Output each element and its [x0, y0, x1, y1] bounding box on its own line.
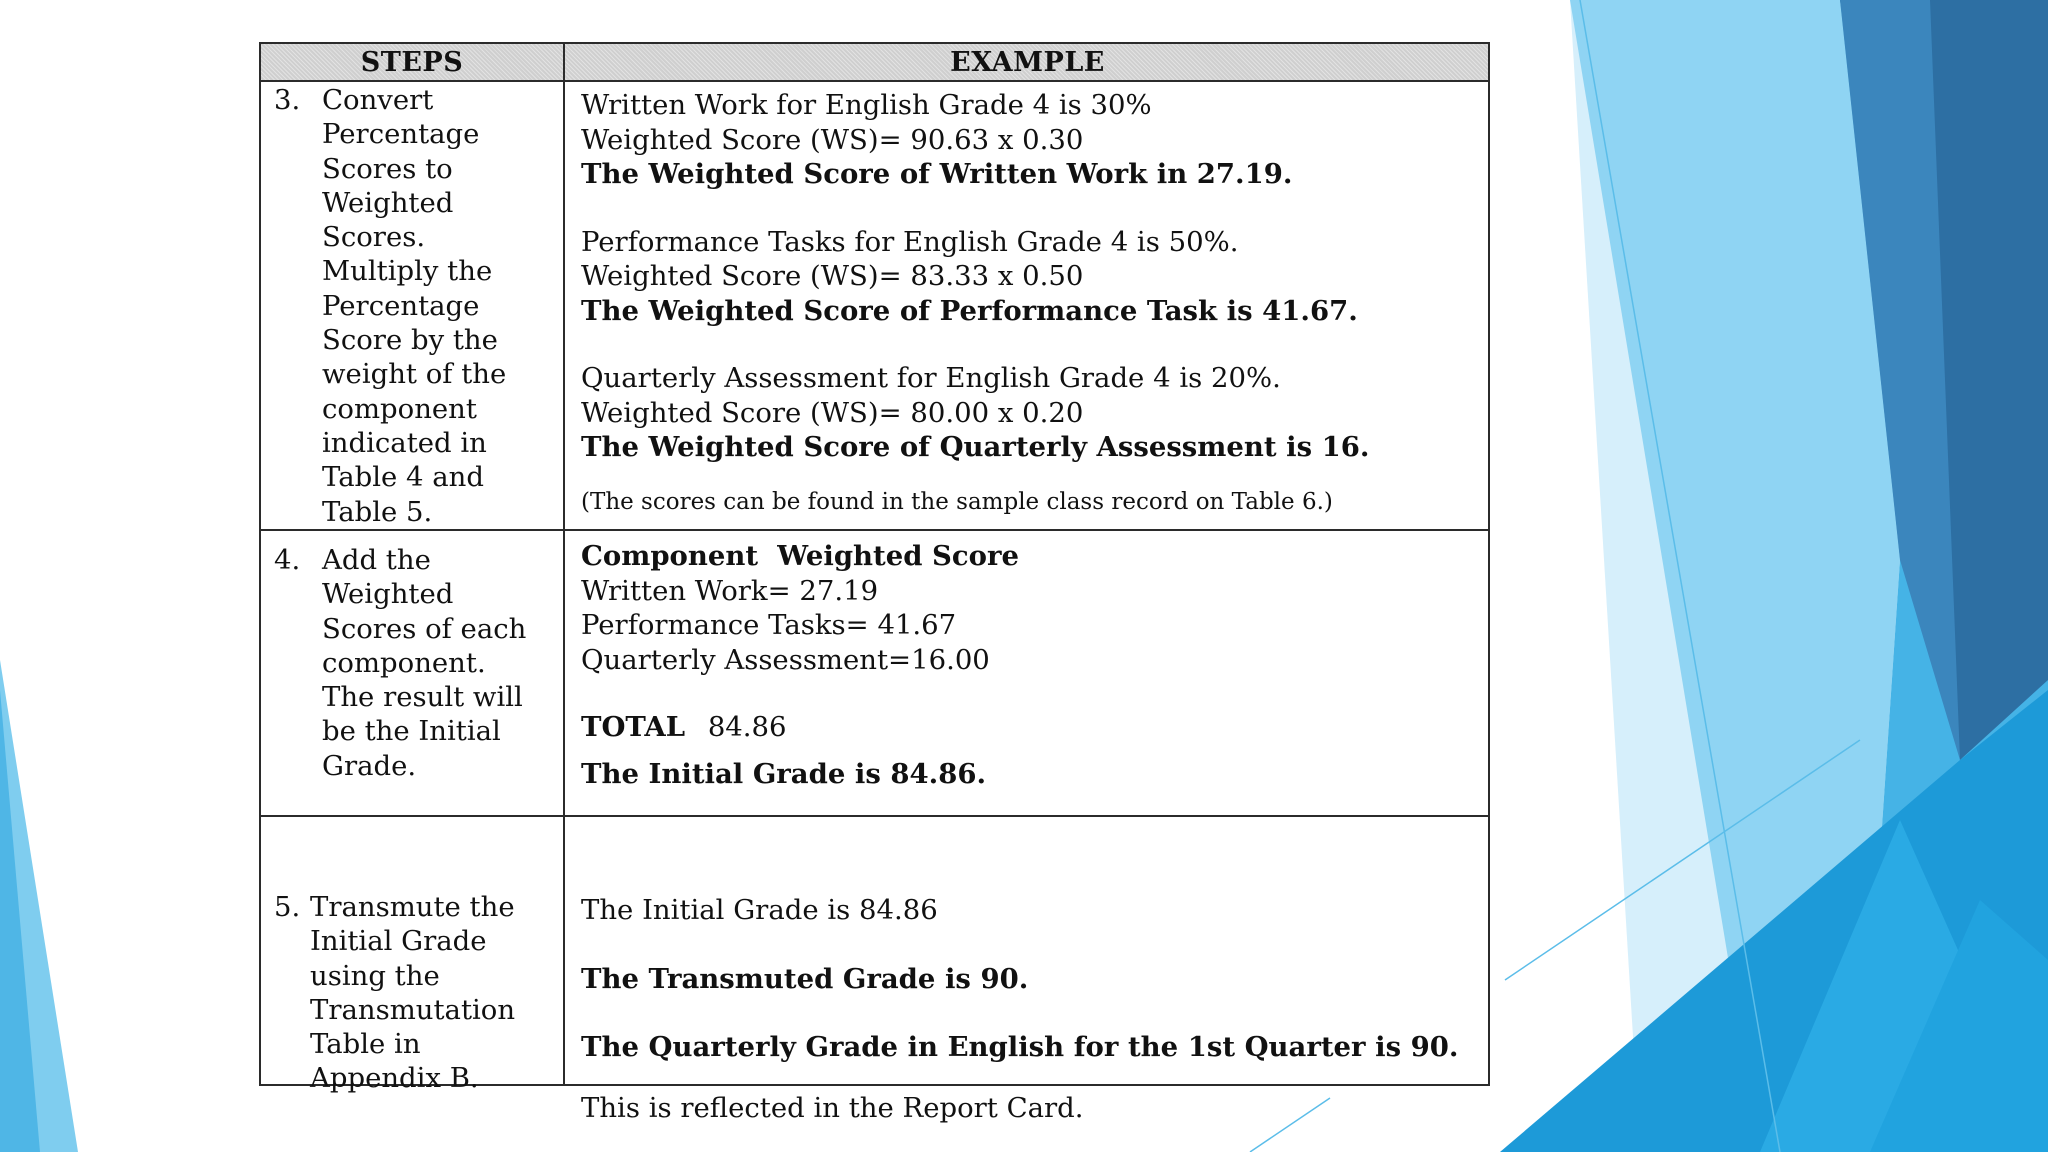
example-line: Performance Tasks= 41.67: [581, 609, 957, 641]
step-description: Convert Percentage Scores to Weighted Scores. Multiply the Percentage Score by the weight of the component indicated in Table 4 and Table 5.: [322, 84, 507, 528]
total-line: [581, 710, 1481, 745]
example-result: The Weighted Score of Performance Task is 41.67.: [581, 294, 1358, 327]
step-number: 4.: [274, 544, 301, 576]
step-description: Transmute the Initial Grade using the Transmutation Table in Appendix B.: [310, 891, 516, 1095]
step-number: 5.: [274, 891, 301, 923]
example-result: The Weighted Score of Written Work in 27.19.: [581, 158, 1293, 190]
column-divider: [563, 44, 565, 1084]
example-cell-step-4: [567, 531, 1488, 815]
example-note: (The scores can be found in the sample class record on Table 6.): [581, 488, 1333, 515]
steps-example-table: [259, 42, 1490, 1124]
example-result: The Weighted Score of Quarterly Assessment is 16.: [581, 431, 1370, 463]
example-result: The Initial Grade is 84.86.: [581, 757, 987, 790]
example-line: Written Work for English Grade 4 is 30%: [581, 89, 1152, 121]
example-line: Written Work= 27.19: [581, 574, 879, 607]
example-line: Performance Tasks for English Grade 4 is 50%.: [581, 225, 1239, 258]
example-line: The Initial Grade is 84.86: [581, 894, 938, 926]
table-row-step-4: [261, 531, 563, 815]
example-result: The Quarterly Grade in English for the 1st Quarter is 90.: [581, 1031, 1459, 1063]
example-line: Weighted Score (WS)= 90.63 x 0.30: [581, 123, 1084, 156]
example-line: Weighted Score (WS)= 80.00 x 0.20: [581, 396, 1084, 429]
total-label: TOTAL: [581, 711, 686, 743]
example-line: Weighted Score (WS)= 83.33 x 0.50: [581, 260, 1084, 292]
example-result: The Transmuted Grade is 90.: [581, 962, 1029, 995]
example-heading: Component Weighted Score: [581, 540, 1019, 572]
header-steps: STEPS: [360, 47, 464, 78]
example-line: Quarterly Assessment=16.00: [581, 643, 990, 676]
total-value: 84.86: [707, 711, 787, 743]
example-line: This is reflected in the Report Card.: [581, 1091, 1084, 1124]
step-description: Add the Weighted Scores of each component. The result will be the Initial Grade.: [322, 544, 527, 782]
table-row-step-5: [261, 817, 563, 1095]
example-line: Quarterly Assessment for English Grade 4 is 20%.: [581, 362, 1281, 394]
step-number: 3.: [274, 84, 301, 116]
table-header-row: [261, 44, 1488, 80]
header-example: EXAMPLE: [950, 47, 1105, 78]
example-cell-step-5: [567, 817, 1488, 1124]
example-cell-step-3: [567, 82, 1488, 529]
table-row-step-3: [261, 82, 563, 529]
